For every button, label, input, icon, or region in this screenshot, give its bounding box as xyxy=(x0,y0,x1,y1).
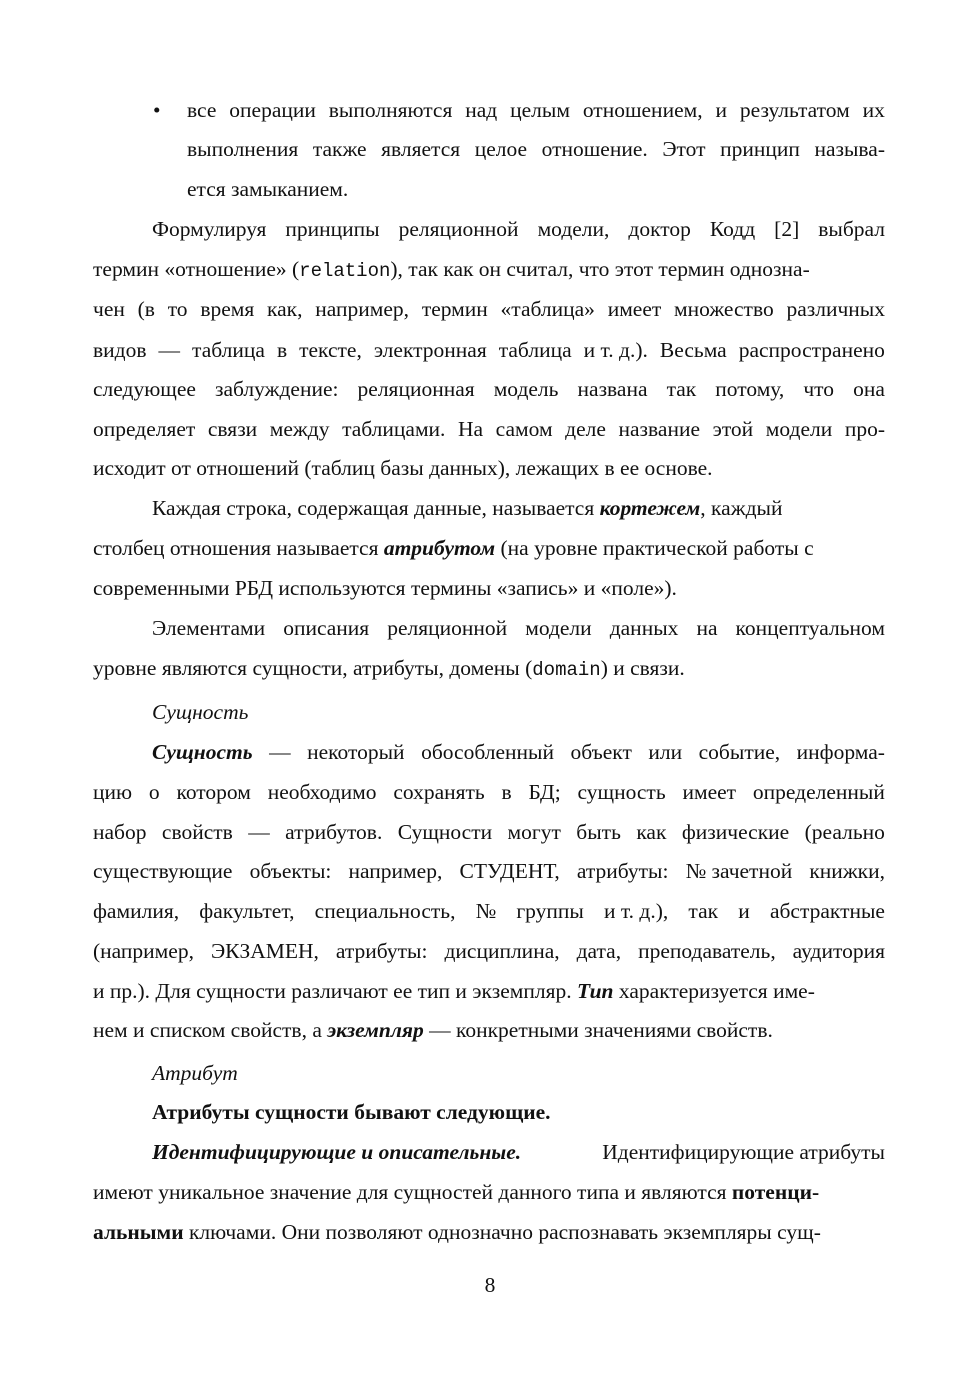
word: специальность, xyxy=(314,899,456,923)
text-line xyxy=(93,779,885,805)
term-type: Тип xyxy=(576,979,614,1003)
word: абстрактные xyxy=(769,899,885,923)
text-line xyxy=(187,136,885,162)
word: преподаватель, xyxy=(638,939,776,963)
word: — xyxy=(269,740,291,764)
word: является xyxy=(381,137,461,161)
word: набор xyxy=(93,820,147,844)
word: электронная xyxy=(373,338,487,362)
word: фамилия, xyxy=(93,899,180,923)
word: группы xyxy=(516,899,584,923)
word: отношение. xyxy=(541,137,648,161)
word: № xyxy=(475,899,497,923)
word: — xyxy=(248,820,270,844)
text-line: нем и списком свойств, а экземпляр — конкретными значениями свойств. xyxy=(93,1018,773,1042)
word: На xyxy=(458,417,484,441)
word: выполнения xyxy=(187,137,299,161)
word: дисциплина, xyxy=(444,939,560,963)
section-heading-attribute: Атрибут xyxy=(152,1061,238,1085)
word: модели, xyxy=(537,217,610,241)
word: сохранять xyxy=(393,780,485,804)
bold-heading: Атрибуты сущности бывают следующие. xyxy=(152,1100,551,1124)
word: и т. д.), xyxy=(603,899,669,923)
word: (реально xyxy=(804,820,885,844)
text-line xyxy=(93,858,885,884)
word: тексте, xyxy=(299,338,362,362)
word: также xyxy=(312,137,367,161)
word: книжки, xyxy=(809,859,885,883)
term-instance: экземпляр xyxy=(327,1018,424,1042)
word: названа xyxy=(577,377,648,401)
bold-term: альными xyxy=(93,1220,184,1244)
word: в xyxy=(276,338,288,362)
term-tuple: кортежем xyxy=(599,496,701,520)
word: таблица xyxy=(192,338,265,362)
text-line: современными РБД используются термины «запись» и «поле»). xyxy=(93,576,677,600)
code-term: domain xyxy=(532,659,601,681)
text-line xyxy=(93,938,885,964)
word: существующие xyxy=(93,859,233,883)
term-attribute: атрибутом xyxy=(383,536,496,560)
section-heading-entity: Сущность xyxy=(152,700,249,724)
word: так xyxy=(688,899,719,923)
word: как xyxy=(636,820,667,844)
word: над xyxy=(465,98,498,122)
word: таблица xyxy=(498,338,572,362)
term-entity: Сущность xyxy=(152,740,253,764)
word: имеет xyxy=(682,780,737,804)
word: Сущности xyxy=(397,820,493,844)
text-line: альными ключами. Они позволяют однозначно распознавать экземпляры сущ- xyxy=(93,1220,821,1244)
bold-term: потенци- xyxy=(731,1180,820,1204)
text-line: исходит от отношений (таблиц базы данных), лежащих в ее основе. xyxy=(93,456,713,480)
text-line xyxy=(93,416,885,442)
word: СТУДЕНТ, xyxy=(459,859,560,883)
word: Формулируя xyxy=(152,217,267,241)
word: реляционной xyxy=(398,217,519,241)
word: некоторый xyxy=(307,740,405,764)
word: например, xyxy=(348,859,443,883)
page-number: 8 xyxy=(484,1273,496,1297)
word: и т. д.). xyxy=(583,338,648,362)
word: быть xyxy=(576,820,621,844)
word: реляционной xyxy=(387,616,508,640)
word: ЭКЗАМЕН, xyxy=(210,939,319,963)
word: и xyxy=(715,98,728,122)
text-line: Каждая строка, содержащая данные, называется кортежем, каждый xyxy=(152,496,783,520)
word: физические xyxy=(681,820,790,844)
word: так xyxy=(666,377,697,401)
word: Элементами xyxy=(152,616,266,640)
word: Кодд xyxy=(709,217,756,241)
word: множество xyxy=(674,297,774,321)
word: целое xyxy=(474,137,528,161)
word: чен xyxy=(93,297,125,321)
text-line xyxy=(93,376,885,402)
word: то xyxy=(167,297,188,321)
text-line: и пр.). Для сущности различают ее тип и экземпляр. Тип характеризуется име- xyxy=(93,979,815,1003)
word: цию xyxy=(93,780,133,804)
word: этой xyxy=(712,417,754,441)
word: необходимо xyxy=(267,780,377,804)
text-line xyxy=(152,216,885,242)
word: видов xyxy=(93,338,147,362)
word: в xyxy=(501,780,512,804)
word: название xyxy=(618,417,701,441)
word: время xyxy=(200,297,255,321)
word: модели xyxy=(525,616,592,640)
word: атрибутов. xyxy=(285,820,383,844)
word: как, xyxy=(267,297,303,321)
word: информа- xyxy=(796,740,885,764)
text-line xyxy=(93,898,885,924)
word: различных xyxy=(786,297,885,321)
text-line xyxy=(93,296,885,322)
word: результатом xyxy=(739,98,850,122)
word: операции xyxy=(229,98,316,122)
text-line xyxy=(187,97,885,123)
word: например, xyxy=(315,297,410,321)
word: объекты: xyxy=(249,859,332,883)
word: атрибуты: xyxy=(335,939,428,963)
word: деле xyxy=(565,417,606,441)
word: она xyxy=(853,377,885,401)
word: потому, xyxy=(715,377,785,401)
word: термин xyxy=(421,297,488,321)
word: и xyxy=(738,899,750,923)
word: атрибуты: xyxy=(576,859,669,883)
word: называ- xyxy=(814,137,885,161)
word: (например, xyxy=(93,939,194,963)
word: заблуждение: xyxy=(214,377,339,401)
word: на xyxy=(696,616,718,640)
word: определенный xyxy=(752,780,885,804)
text-line: уровне являются сущности, атрибуты, домены (domain) и связи. xyxy=(93,656,685,681)
word: Весьма xyxy=(659,338,727,362)
word: объект xyxy=(570,740,632,764)
word: факультет, xyxy=(199,899,295,923)
word: данных xyxy=(609,616,679,640)
word: связи xyxy=(207,417,258,441)
word: дата, xyxy=(576,939,622,963)
word: аудитория xyxy=(792,939,885,963)
text-line: термин «отношение» (relation), так как он считал, что этот термин однозна- xyxy=(93,257,810,282)
word: Этот xyxy=(662,137,706,161)
word: событие, xyxy=(698,740,781,764)
word: таблицами. xyxy=(342,417,446,441)
word: котором xyxy=(176,780,251,804)
word: про- xyxy=(844,417,885,441)
word: свойств xyxy=(161,820,233,844)
word: концептуальном xyxy=(735,616,885,640)
word: (в xyxy=(137,297,155,321)
word: выбрал xyxy=(818,217,885,241)
word: отношением, xyxy=(582,98,703,122)
word: о xyxy=(148,780,160,804)
word: их xyxy=(862,98,885,122)
word: что xyxy=(803,377,835,401)
word: или xyxy=(648,740,683,764)
code-term: relation xyxy=(299,260,391,282)
word: между xyxy=(269,417,330,441)
word: выполняются xyxy=(328,98,453,122)
word: доктор xyxy=(628,217,691,241)
text-line xyxy=(93,337,885,363)
text-line xyxy=(93,819,885,845)
word: могут xyxy=(507,820,561,844)
text-line: столбец отношения называется атрибутом (на уровне практической работы с xyxy=(93,536,814,560)
word: определяет xyxy=(93,417,196,441)
word: описания xyxy=(283,616,370,640)
word: принципы xyxy=(285,217,380,241)
text-line xyxy=(152,739,885,765)
word: реляционная xyxy=(357,377,475,401)
word: сущность xyxy=(577,780,666,804)
word: «таблица» xyxy=(500,297,595,321)
word: имеет xyxy=(607,297,662,321)
word: обособленный xyxy=(421,740,554,764)
text-line xyxy=(152,615,885,641)
word: следующее xyxy=(93,377,196,401)
word: принцип xyxy=(720,137,800,161)
text-line: ется замыканием. xyxy=(187,177,349,201)
word: все xyxy=(187,98,217,122)
term-identifying: Идентифицирующие и описательные. xyxy=(152,1140,522,1164)
text-line: Идентифицирующие и описательные. Идентифицирующие атрибуты xyxy=(152,1140,885,1164)
word: самом xyxy=(495,417,553,441)
word: [2] xyxy=(774,217,800,241)
word: модель xyxy=(493,377,559,401)
word: — xyxy=(158,338,181,362)
bullet-icon: • xyxy=(153,98,161,122)
word: целым xyxy=(510,98,570,122)
word: БД; xyxy=(528,780,561,804)
word: № зачетной xyxy=(685,859,793,883)
word: модели xyxy=(765,417,833,441)
word: распространено xyxy=(738,338,885,362)
text-line: имеют уникальное значение для сущностей данного типа и являются потенци- xyxy=(93,1180,820,1204)
